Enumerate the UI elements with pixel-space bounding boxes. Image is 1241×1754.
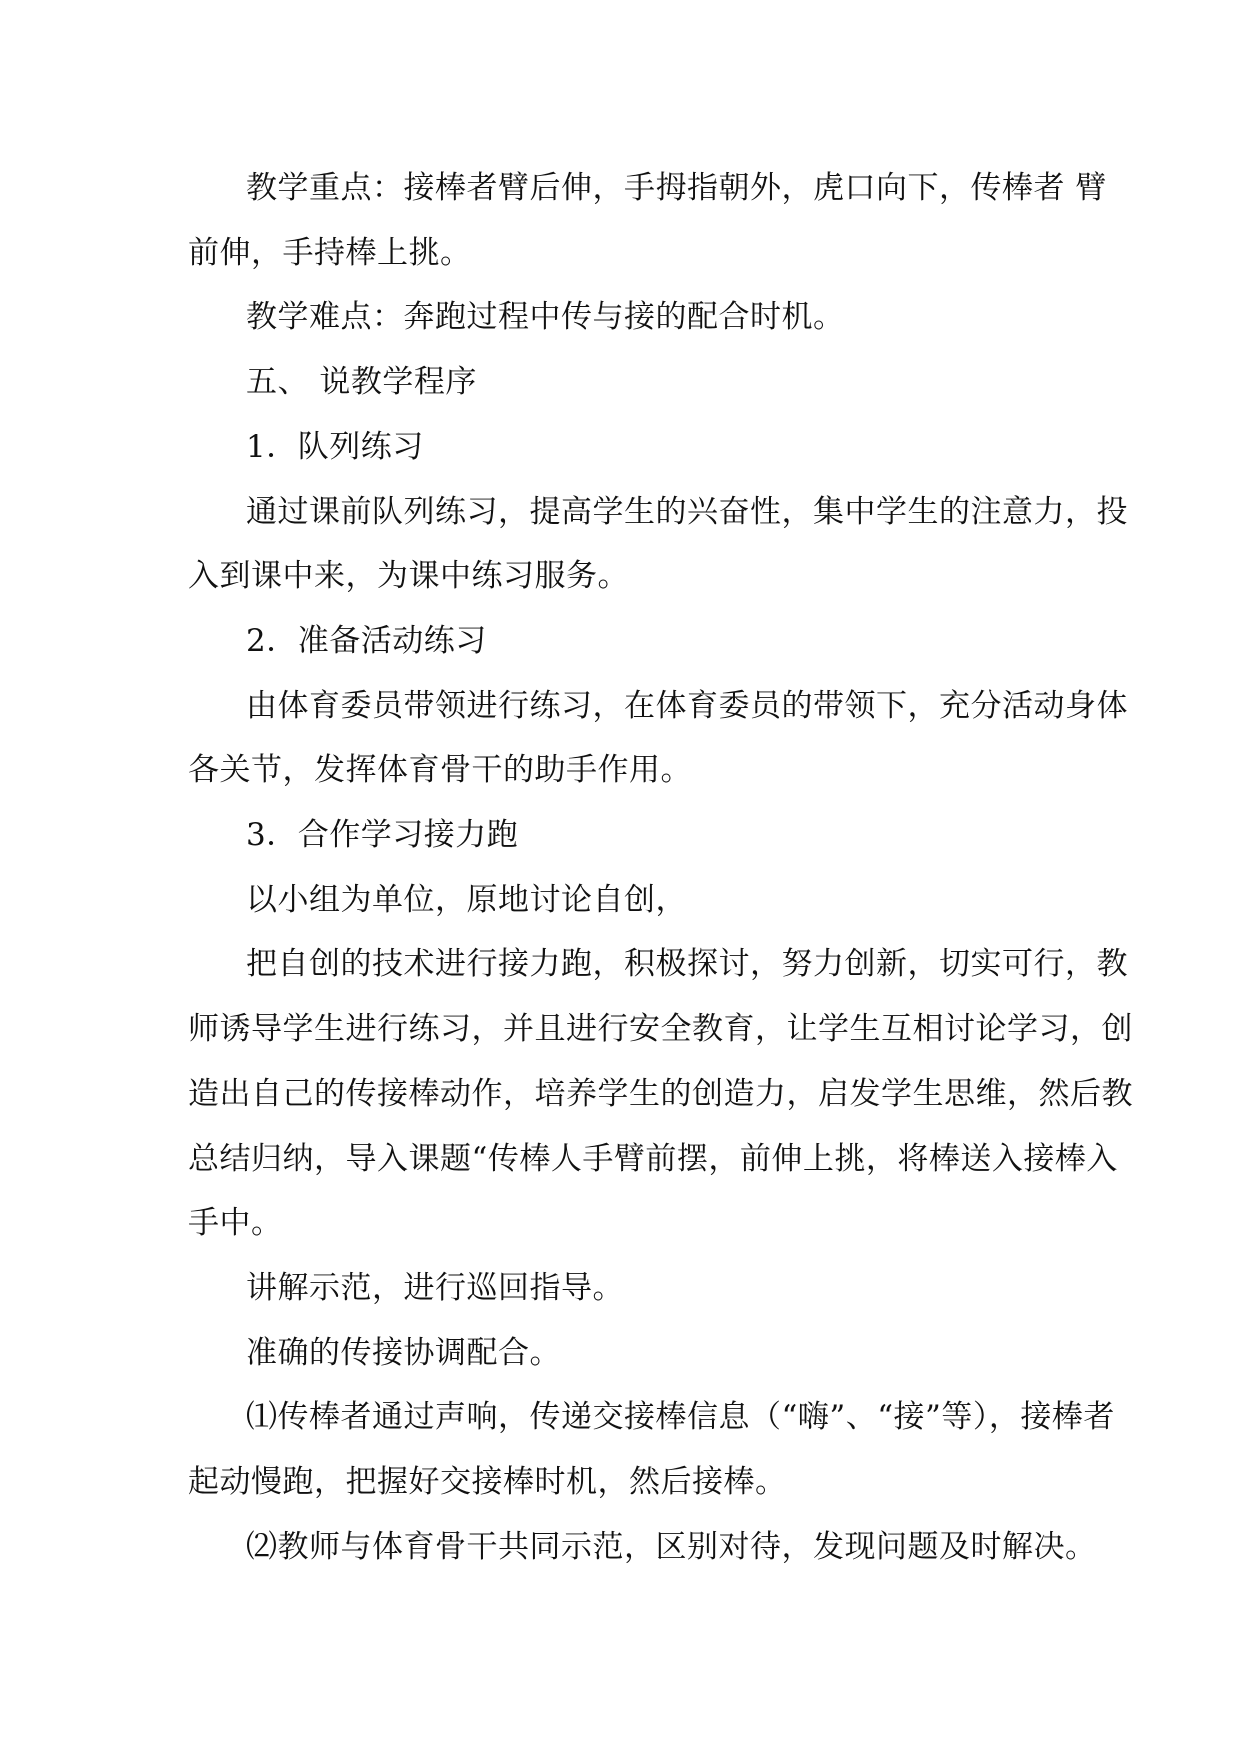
document-body	[188, 156, 1133, 1579]
step-2-text-line-2: 各关节，发挥体育骨干的助手作用。	[188, 752, 692, 789]
step-3-text-2-line-3: 造出自己的传接棒动作，培养学生的创造力，启发学生思维，然后教	[188, 1075, 1133, 1112]
step-2-heading: 2．准备活动练习	[246, 622, 487, 659]
teaching-difficulty: 教学难点：奔跑过程中传与接的配合时机。	[246, 299, 845, 336]
step-1-heading: 1．队列练习	[246, 428, 424, 465]
item-1-line-1: ⑴传棒者通过声响，传递交接棒信息（“嗨”、“接”等），接棒者	[246, 1399, 1115, 1436]
step-3-heading: 3．合作学习接力跑	[246, 817, 519, 854]
demonstration-line: 讲解示范，进行巡回指导。	[246, 1269, 624, 1306]
coordination-line: 准确的传接协调配合。	[246, 1334, 561, 1371]
step-2-text-line-1: 由体育委员带领进行练习，在体育委员的带领下，充分活动身体	[246, 687, 1128, 724]
section-heading-5: 五、 说教学程序	[246, 364, 477, 401]
teaching-focus-line-1: 教学重点：接棒者臂后伸，手拇指朝外，虎口向下，传棒者 臂	[246, 170, 1107, 206]
step-1-text-line-2: 入到课中来，为课中练习服务。	[188, 558, 629, 595]
step-3-text-1: 以小组为单位，原地讨论自创，	[246, 881, 687, 918]
step-3-text-2-line-1: 把自创的技术进行接力跑，积极探讨，努力创新，切实可行，教	[246, 946, 1128, 983]
step-3-text-2-line-4: 总结归纳，导入课题“传棒人手臂前摆，前伸上挑，将棒送入接棒入	[188, 1140, 1118, 1177]
teaching-focus-line-2: 前伸，手持棒上挑。	[188, 234, 472, 271]
step-3-text-2-line-5: 手中。	[188, 1205, 283, 1242]
item-2-line: ⑵教师与体育骨干共同示范，区别对待，发现问题及时解决。	[246, 1528, 1097, 1565]
step-1-text-line-1: 通过课前队列练习，提高学生的兴奋性，集中学生的注意力，投	[246, 493, 1128, 530]
step-3-text-2-line-2: 师诱导学生进行练习，并且进行安全教育，让学生互相讨论学习，创	[188, 1011, 1133, 1048]
item-1-line-2: 起动慢跑，把握好交接棒时机，然后接棒。	[188, 1464, 787, 1501]
